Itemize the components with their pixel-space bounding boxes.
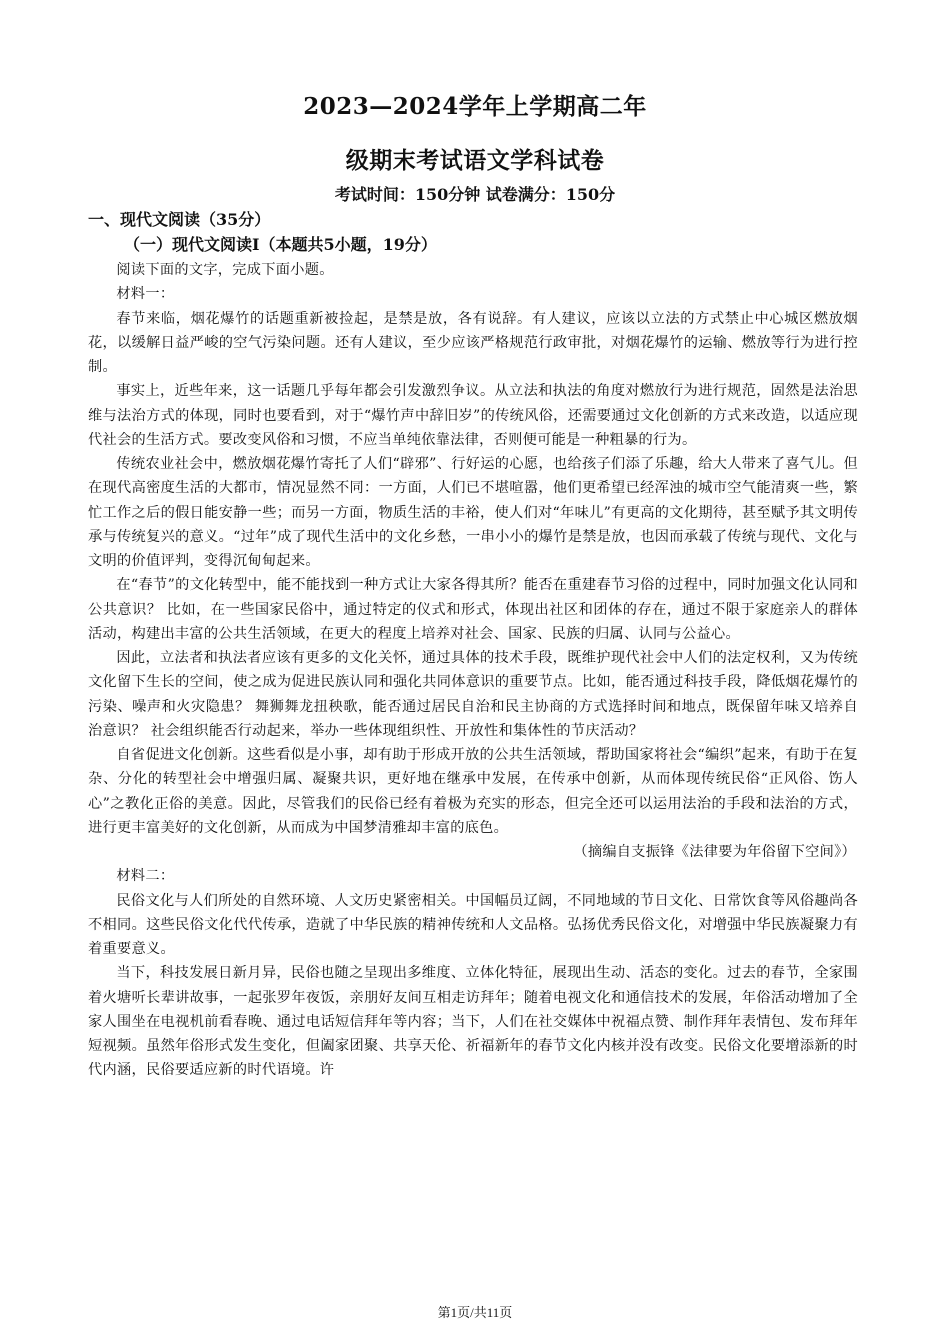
material1-paragraph: 事实上，近些年来，这一话题几乎每年都会引发激烈争议。从立法和执法的角度对燃放行为进行规范，固然是法治思维与法治方式的体现，同时也要看到，对于“爆竹声中辞旧岁”的传统风俗，还需要通过文化创新的方式来改造，以适应现代社会的生活方式。要改变风俗和习惯，不应当单纯依靠法律，否则便可能是一种粗暴的行为。 xyxy=(88,383,858,448)
material1-source: （摘编自支振锋《法律要为年俗留下空间》） xyxy=(573,844,856,860)
material1-paragraph: 在“春节”的文化转型中，能不能找到一种方式让大家各得其所？能否在重建春节习俗的过程中，同时加强文化认同和公共意识？ 比如，在一些国家民俗中，通过特定的仪式和形式，体现出社区和团体的存在，通过不限于家庭亲人的群体活动，构建出丰富的公共生活领域，在更大的程度上培养对社会、国家、民族的归属、认同与公益心。 xyxy=(88,577,858,642)
material1-label: 材料一： xyxy=(116,286,175,303)
material1-paragraph: 自省促进文化创新。这些看似是小事，却有助于形成开放的公共生活领域，帮助国家将社会“编织”起来，有助于在复杂、分化的转型社会中增强归属、凝聚共识，更好地在继承中发展，在传承中创新，从而体现传统民俗“正风俗、饬人心”之教化正俗的美意。因此，尽管我们的民俗已经有着极为充实的形态，但完全还可以运用法治的手段和法治的方式，进行更丰富美好的文化创新，从而成为中国梦清雅却丰富的底色。 xyxy=(88,747,858,836)
material2-label: 材料二： xyxy=(116,868,175,885)
subsection-heading: （一）现代文阅读Ⅰ（本题共5小题，19分） xyxy=(124,235,437,254)
exam-time-and-score: 考试时间：150分钟 试卷满分：150分 xyxy=(334,185,616,204)
section-heading: 一、现代文阅读（35分） xyxy=(88,210,271,229)
material2-paragraph: 当下，科技发展日新月异，民俗也随之呈现出多维度、立体化特征，展现出生动、活态的变化。过去的春节，全家围着火塘听长辈讲故事，一起张罗年夜饭，亲朋好友间互相走访拜年；随着电视文化和通信技术的发展，年俗活动增加了全家人围坐在电视机前看春晚、通过电话短信拜年等内容；当下，人们在社交媒体中祝福点赞、制作拜年表情包、发布拜年短视频。虽然年俗形式发生变化，但阖家团聚、共享天伦、祈福新年的春节文化内核并没有改变。民俗文化要增添新的时代内涵，民俗要适应新的时代语境。许 xyxy=(88,965,858,1079)
material1-paragraph: 因此，立法者和执法者应该有更多的文化关怀，通过具体的技术手段，既维护现代社会中人们的法定权利，又为传统文化留下生长的空间，使之成为促进民族认同和强化共同体意识的重要节点。比如，能否通过科技手段，降低烟花爆竹的污染、噪声和火灾隐患？ 舞狮舞龙扭秧歌，能否通过居民自治和民主协商的方式选择时间和地点，既保留年味又培养自治意识？ 社会组织能否行动起来，举办一些体现组织性、开放性和集体性的节庆活动？ xyxy=(88,650,858,739)
exam-title-line-1: 2023—2024学年上学期高二年 xyxy=(303,93,647,120)
material2-paragraph: 民俗文化与人们所处的自然环境、人文历史紧密相关。中国幅员辽阔，不同地域的节日文化、日常饮食等风俗趣尚各不相同。这些民俗文化代代传承，造就了中华民族的精神传统和人文品格。弘扬优秀民俗文化，对增强中华民族凝聚力有着重要意义。 xyxy=(88,892,858,957)
reading-passage xyxy=(88,258,858,1083)
exam-title-line-2: 级期末考试语文学科试卷 xyxy=(345,147,605,174)
material1-paragraph: 传统农业社会中，燃放烟花爆竹寄托了人们“辟邪”、行好运的心愿，也给孩子们添了乐趣，给大人带来了喜气儿。但在现代高密度生活的大都市，情况显然不同：一方面，人们已不堪喧嚣，他们更希望已经浑浊的城市空气能清爽一些，繁忙工作之后的假日能安静一些；而另一方面，物质生活的丰裕，使人们对“年味儿”有更高的文化期待，甚至赋予其文明传承与传统复兴的意义。“过年”成了现代生活中的文化乡愁，一串小小的爆竹是禁是放，也因而承载了传统与现代、文化与文明的价值评判，变得沉甸甸起来。 xyxy=(88,456,858,569)
page-number: 第1页/共11页 xyxy=(437,1305,513,1320)
instruction: 阅读下面的文字，完成下面小题。 xyxy=(116,262,334,278)
material1-paragraph: 春节来临，烟花爆竹的话题重新被捡起，是禁是放，各有说辞。有人建议，应该以立法的方式禁止中心城区燃放烟花，以缓解日益严峻的空气污染问题。还有人建议，至少应该严格规范行政审批，对烟花爆竹的运输、燃放等行为进行控制。 xyxy=(88,310,858,375)
